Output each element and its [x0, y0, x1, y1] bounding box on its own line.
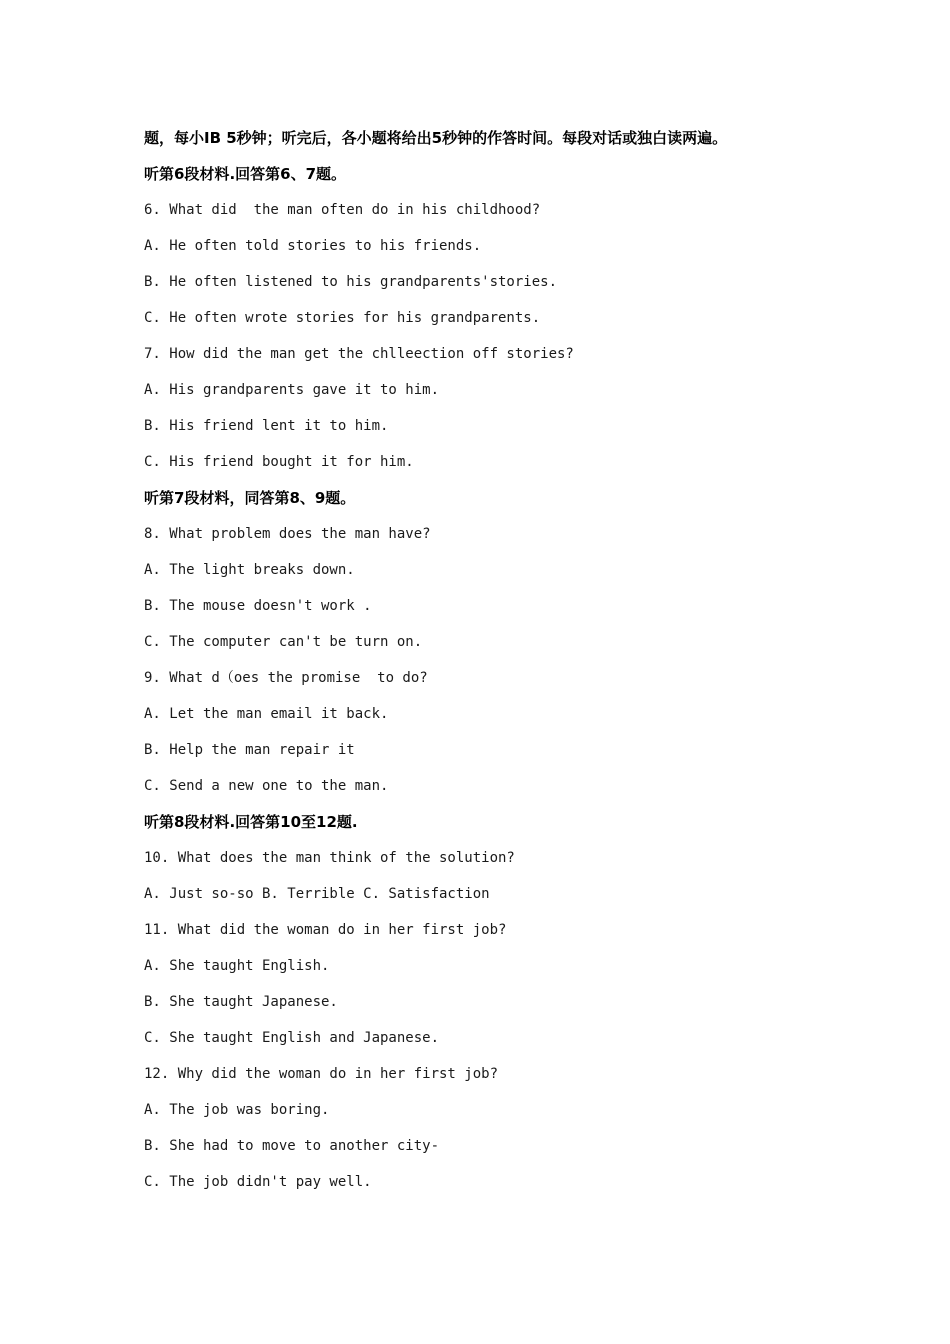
question-line: A. She taught English.: [144, 958, 330, 974]
question-line: 7. How did the man get the chlleection off stories?: [144, 346, 574, 362]
question-list: [144, 124, 904, 1204]
question-line: B. The mouse doesn't work .: [144, 598, 372, 614]
question-line: 11. What did the woman do in her first job?: [144, 922, 507, 938]
question-line: C. His friend bought it for him.: [144, 454, 414, 470]
question-line: C. The job didn't pay well.: [144, 1174, 372, 1190]
question-line: 9. What d（oes the promise to do?: [144, 670, 428, 686]
section-heading: 题，每小IB 5秒钟；听完后，各小题将给出5秒钟的作答时间。每段对话或独白读两遍。: [144, 129, 728, 147]
question-line: C. He often wrote stories for his grandparents.: [144, 310, 541, 326]
question-line: B. He often listened to his grandparents'stories.: [144, 274, 558, 290]
question-line: A. Let the man email it back.: [144, 706, 389, 722]
question-line: 10. What does the man think of the solution?: [144, 850, 515, 866]
question-line: B. She had to move to another city-: [144, 1138, 440, 1154]
question-line: 6. What did the man often do in his childhood?: [144, 202, 541, 218]
question-line: 12. Why did the woman do in her first job?: [144, 1066, 499, 1082]
question-line: B. His friend lent it to him.: [144, 418, 389, 434]
question-line: A. He often told stories to his friends.: [144, 238, 482, 254]
question-line: A. The job was boring.: [144, 1102, 330, 1118]
section-heading: 听第7段材料，同答第8、9题。: [144, 489, 356, 507]
question-line: A. His grandparents gave it to him.: [144, 382, 440, 398]
question-line: 8. What problem does the man have?: [144, 526, 431, 542]
question-line: C. Send a new one to the man.: [144, 778, 389, 794]
section-heading: 听第8段材料.回答第10至12题.: [144, 813, 358, 831]
question-line: B. She taught Japanese.: [144, 994, 338, 1010]
question-line: C. The computer can't be turn on.: [144, 634, 423, 650]
question-line: A. Just so-so B. Terrible C. Satisfaction: [144, 886, 490, 902]
question-line: C. She taught English and Japanese.: [144, 1030, 440, 1046]
question-line: A. The light breaks down.: [144, 562, 355, 578]
question-line: B. Help the man repair it: [144, 742, 355, 758]
section-heading: 听第6段材料.回答第6、7题。: [144, 165, 347, 183]
